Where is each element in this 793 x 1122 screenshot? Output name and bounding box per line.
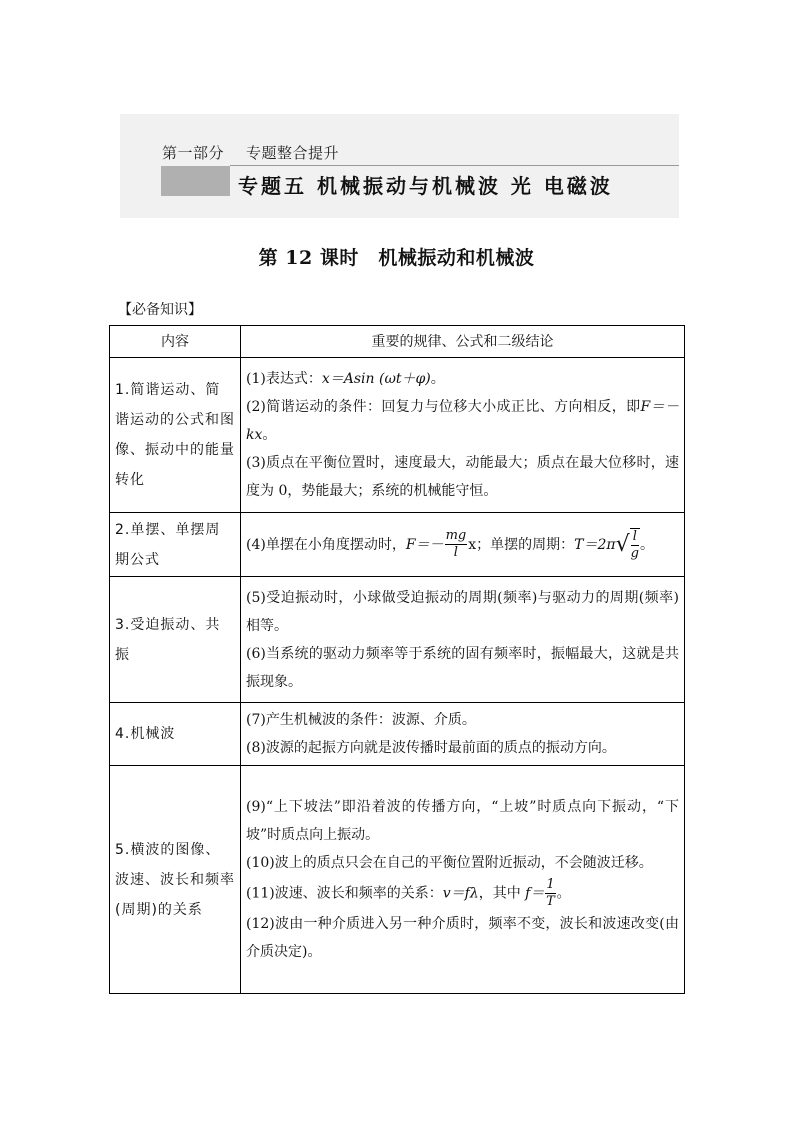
row-content xyxy=(241,513,685,577)
header-content: 内容 xyxy=(110,326,241,358)
row-content xyxy=(241,358,685,513)
row-content xyxy=(241,703,685,766)
item: (9)“上下坡法”即沿着波的传播方向，“上坡”时质点向下振动，“下坡”时质点向上振动。 xyxy=(246,799,679,843)
square-root: √ $\frac{l}{g}$ xyxy=(615,528,639,561)
item: (1)表达式：x＝Asin (ωt＋φ)。 xyxy=(246,371,445,387)
item: (10)波上的质点只会在自己的平衡位置附近振动，不会随波迁移。 xyxy=(246,855,653,871)
part-subtitle: 专题整合提升 xyxy=(246,144,340,162)
table-row xyxy=(110,703,685,766)
row-topic: 2.单摆、单摆周期公式 xyxy=(110,513,241,577)
item: (3)质点在平衡位置时，速度最大，动能最大；质点在最大位移时，速度为 0，势能最大；系统的机械能守恒。 xyxy=(246,455,679,499)
item: (8)波源的起振方向就是波传播时最前面的质点的振动方向。 xyxy=(246,740,616,756)
row-content xyxy=(241,577,685,703)
item: (6)当系统的驱动力频率等于系统的固有频率时，振幅最大，这就是共振现象。 xyxy=(246,645,679,690)
fraction: $\frac{mg}{l}$ xyxy=(445,528,467,560)
part-name: 第一部分 xyxy=(162,144,225,162)
chapter-banner xyxy=(120,114,679,218)
knowledge-table xyxy=(109,325,685,994)
item: (11)波速、波长和频率的关系：v＝fλ，其中 f＝ $\frac{1}{T}$ 。 xyxy=(246,877,571,909)
fraction: $\frac{1}{T}$ xyxy=(546,877,555,909)
item: (4)单摆在小角度摆动时，F＝－ $\frac{mg}{l}$ x；单摆的周期：T＝2π√ $\frac{l}{g}$ 。 xyxy=(246,528,654,561)
item: (7)产生机械波的条件：波源、介质。 xyxy=(246,712,476,728)
row-topic: 1.简谐运动、简谐运动的公式和图像、振动中的能量转化 xyxy=(110,358,241,513)
lesson-title: 第 12 课时 机械振动和机械波 xyxy=(258,247,535,269)
item: (5)受迫振动时，小球做受迫振动的周期(频率)与驱动力的周期(频率)相等。 xyxy=(246,589,679,634)
row-topic: 4.机械波 xyxy=(110,703,241,766)
item: (12)波由一种介质进入另一种介质时，频率不变，波长和波速改变(由介质决定)。 xyxy=(246,916,679,960)
section-label: 【必备知识】 xyxy=(118,302,202,318)
item: (2)简谐运动的条件：回复力与位移大小成正比、方向相反，即F＝－kx。 xyxy=(246,399,679,443)
table-row xyxy=(110,358,685,513)
row-content xyxy=(241,766,685,994)
table-row xyxy=(110,577,685,703)
banner-divider xyxy=(230,165,679,166)
table-row xyxy=(110,766,685,994)
part-label xyxy=(162,142,339,163)
banner-gray-block xyxy=(161,166,230,196)
table-header-row xyxy=(110,326,685,358)
header-rules: 重要的规律、公式和二级结论 xyxy=(241,326,685,358)
row-topic: 3.受迫振动、共振 xyxy=(110,577,241,703)
topic-title: 专题五 机械振动与机械波 光 电磁波 xyxy=(238,174,613,198)
row-topic: 5.横波的图像、波速、波长和频率(周期)的关系 xyxy=(110,766,241,994)
table-row xyxy=(110,513,685,577)
